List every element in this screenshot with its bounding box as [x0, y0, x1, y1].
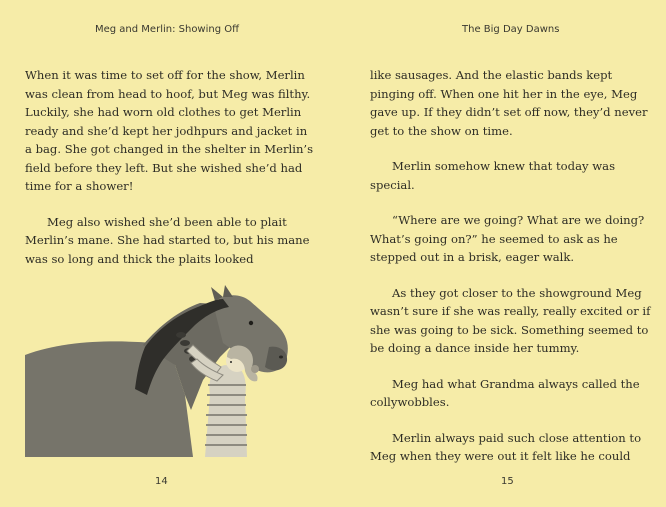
right-page-number: 15	[501, 476, 514, 487]
left-paragraph-1: When it was time to set off for the show, Merlin was clean from head to hoof, but Meg was filthy. Luckily, she had worn old clothes to get Merlin ready and she’d kept her jodhpurs and jacket in a bag. She got changed in the shelter in Merlin’s field before they left. But she wished she’d had time for a shower!	[25, 68, 314, 193]
horse-ear-2	[223, 285, 233, 297]
right-paragraph-3: “Where are we going? What are we doing? What’s going on?” he seemed to ask as he stepped out in a brisk, eager walk.	[370, 213, 645, 264]
meg-plaiting-merlin-illustration	[25, 285, 295, 457]
right-paragraph-5: Meg had what Grandma always called the collywobbles.	[370, 376, 640, 409]
meg-eye	[230, 361, 232, 363]
right-paragraph-4: As they got closer to the showground Meg wasn’t sure if she was really, really excited or if she was going to be sick. Something seemed to be doing a dance inside her tummy.	[370, 285, 651, 355]
left-paragraph-2: Meg also wished she’d been able to plait Merlin’s mane. She had started to, but his mane was so long and thick the plaits looked	[25, 214, 310, 266]
meg-hair-bun	[251, 365, 259, 373]
right-paragraph-1: like sausages. And the elastic bands kept pinging off. When one hit her in the eye, Meg gave up. If they didn’t set off now, they’d never get to the show on time.	[370, 68, 648, 138]
horse-eye	[249, 321, 253, 325]
right-running-header: The Big Day Dawns	[462, 24, 560, 35]
left-body-text	[25, 66, 315, 285]
right-paragraph-2: Merlin somehow knew that today was special.	[370, 159, 616, 192]
left-running-header: Meg and Merlin: Showing Off	[95, 24, 240, 35]
jumper-stripes	[205, 385, 247, 445]
right-body-text	[370, 66, 660, 483]
right-page	[333, 0, 666, 507]
horse-nostril	[279, 356, 283, 359]
right-paragraph-6: Merlin always paid such close attention to Meg when they were out it felt like he could	[370, 430, 642, 463]
left-page-number: 14	[155, 476, 168, 487]
